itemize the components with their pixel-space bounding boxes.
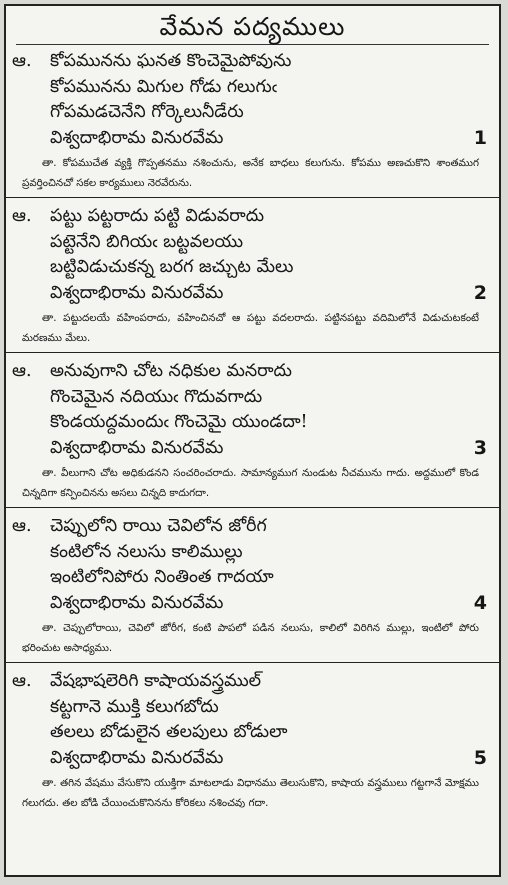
verse-text: గోపమడచెనేని గోర్కెలునీడేరు <box>50 102 244 122</box>
verse-text: గొంచెమైన నదియుఁ గొదువగాదు <box>50 386 263 407</box>
poem-list <box>6 49 499 815</box>
verse-line <box>12 695 489 721</box>
verse-line <box>12 49 489 75</box>
verse-line <box>12 385 489 411</box>
verse-text: చెప్పులోని రాయి చెవిలోన జోరీగ <box>50 516 267 536</box>
poem-meaning: తా. తగిన వేషము వేసుకొని యుక్తిగా మాటలాడు విధానము తెలుసుకొని, కాషాయ వస్త్రములు గట్టగానే మోక్షము గలుగదు. తల బోడి చేయించుకొనినను కోరికలు నశించవు గదా. <box>22 777 479 809</box>
poem-number: 1 <box>473 126 487 149</box>
verse-text: విశ్వదాభిరామ వినురవేమ <box>50 127 224 148</box>
verse-text: ఇంటిలోనిపోరు నింతింత గాదయా <box>50 567 274 587</box>
poem-number: 3 <box>473 436 487 459</box>
poem-divider <box>6 662 499 663</box>
page <box>4 4 501 877</box>
poem-block <box>6 204 499 350</box>
verse-line <box>12 720 489 746</box>
verse-text: విశ్వదాభిరామ వినురవేమ <box>50 747 224 768</box>
verse-text: అనువుగాని చోట నధికుల మనరాదు <box>50 361 292 381</box>
verse-text: విశ్వదాభిరామ వినురవేమ <box>50 592 224 613</box>
verse-text: విశ్వదాభిరామ వినురవేమ <box>50 437 224 458</box>
verse-text: కంటిలోన నలుసు కాలిముల్లు <box>50 541 243 562</box>
verse-text: వేషభాషలెరిగి కాషాయవస్త్రముల్ <box>50 671 262 691</box>
poem-divider <box>6 507 499 508</box>
verse-text: తలలు బోడులైన తలపులు బోడులా <box>50 722 288 742</box>
verse-line <box>12 281 489 307</box>
poem-divider <box>6 197 499 198</box>
page-title: వేమన పద్యములు <box>159 12 346 41</box>
poem-divider <box>6 352 499 353</box>
verse-text: బట్టివిడుచుకన్న బరగ జచ్చుట మేలు <box>50 257 294 277</box>
verse-line <box>12 565 489 591</box>
meter-prefix: ఆ. <box>12 671 32 691</box>
poem-number: 4 <box>473 591 487 614</box>
verse-line <box>12 410 489 436</box>
title-divider <box>16 44 489 45</box>
meter-prefix: ఆ. <box>12 361 32 381</box>
poem-block <box>6 49 499 195</box>
verse-text: విశ్వదాభిరామ వినురవేమ <box>50 282 224 303</box>
meter-prefix: ఆ. <box>12 51 32 71</box>
verse-line <box>12 359 489 385</box>
verse-text: పట్టెనేని బిగియఁ బట్టవలయు <box>50 231 244 252</box>
poem-meaning: తా. కోపముచేత వ్యక్తి గొప్పతనము నశించును, అనేక బాధలు కలుగును. కోపము అణచుకొని శాంతముగ ప్రవర్తించినచో సకల కార్యములు నెరవేరును. <box>22 157 479 189</box>
verse-line <box>12 746 489 772</box>
verse-line <box>12 514 489 540</box>
verse-line <box>12 591 489 617</box>
poem-number: 5 <box>473 746 487 769</box>
poem-meaning: తా. పట్టుదలయే వహింపరాదు, వహించినచో ఆ పట్టు వదలరాదు. పట్టినపట్టు వదిమిలోనే విడుచుటకంటే మరణము మేలు. <box>22 312 479 344</box>
verse-line <box>12 540 489 566</box>
verse-line <box>12 436 489 462</box>
poem-meaning: తా. చెప్పులోరాయి, చెవిలో జోరీగ, కంటి పాపలో పడిన నలుసు, కాలిలో విరిగిన ముల్లు, ఇంటిలో పోరు భరించుట అసాధ్యము. <box>22 622 479 654</box>
verse-line <box>12 230 489 256</box>
verse-line <box>12 75 489 101</box>
verse-line <box>12 100 489 126</box>
meter-prefix: ఆ. <box>12 206 32 226</box>
meter-prefix: ఆ. <box>12 516 32 536</box>
verse-text: కోపమునను మిగుల గోడు గలుగుఁ <box>50 76 277 97</box>
verse-text: కట్టగానె ముక్తి కలుగబోదు <box>50 696 219 717</box>
poem-block <box>6 669 499 815</box>
poem-block <box>6 514 499 660</box>
verse-text: పట్టు పట్టరాదు పట్టి విడువరాదు <box>50 206 265 226</box>
verse-line <box>12 669 489 695</box>
verse-line <box>12 255 489 281</box>
verse-text: కొండయద్దమందుఁ గొంచెమై యుండదా! <box>50 412 308 432</box>
verse-line <box>12 204 489 230</box>
poem-number: 2 <box>473 281 487 304</box>
poem-block <box>6 359 499 505</box>
verse-text: కోపమునను ఘనత కొంచెమైపోవును <box>50 51 292 71</box>
verse-line <box>12 126 489 152</box>
poem-meaning: తా. వీలుగాని చోట అధికుడనని సంచరించరాదు. సామాన్యముగ నుండుట నీచమును గాదు. అద్దములో కొండ చిన్నదిగా కన్పించినను అసలు చిన్నది కాదుగదా. <box>22 467 479 499</box>
